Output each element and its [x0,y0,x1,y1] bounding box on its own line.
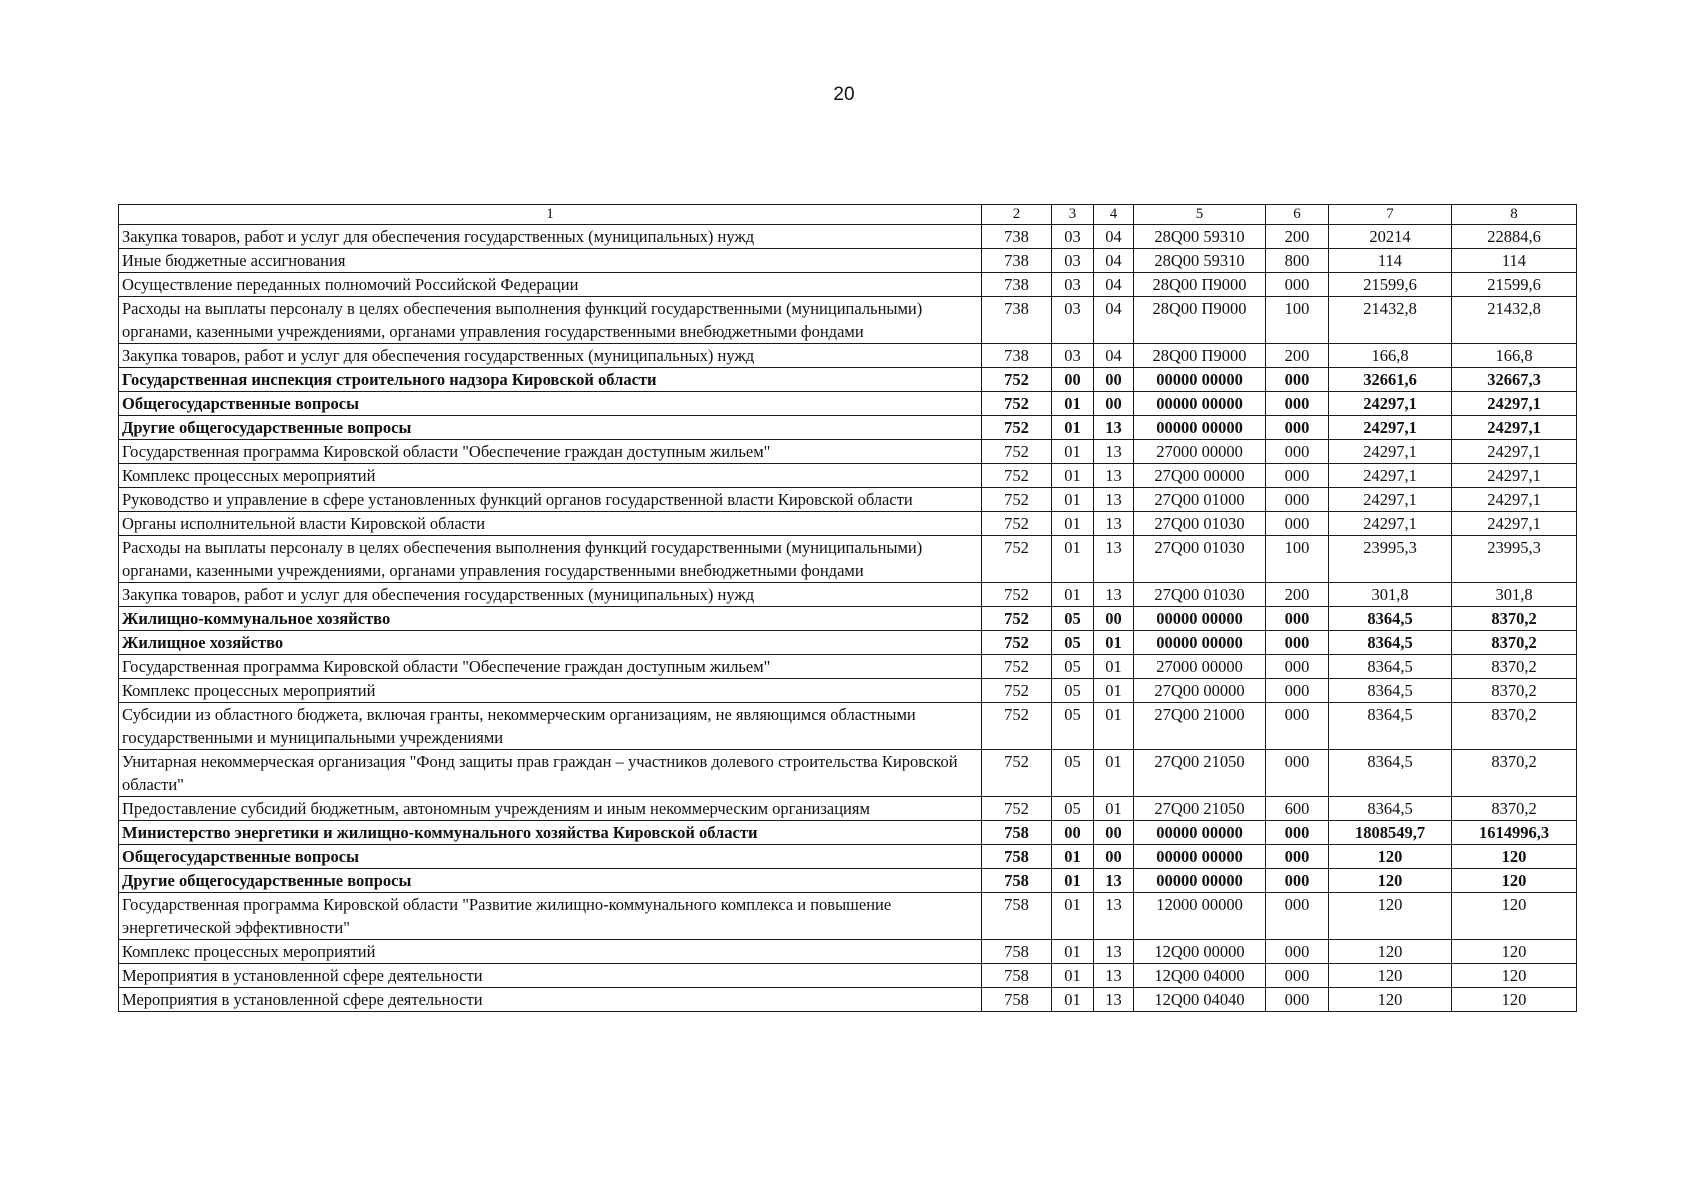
expense-type-cell: 200 [1266,344,1329,368]
admin-code-cell: 752 [982,512,1052,536]
section-code-cell: 01 [1052,416,1094,440]
budget-table [118,204,1577,1012]
target-article-cell: 00000 00000 [1134,845,1266,869]
table-row [119,464,1577,488]
table-row [119,392,1577,416]
section-code-cell: 01 [1052,536,1094,583]
admin-code-cell: 752 [982,368,1052,392]
table-row [119,536,1577,583]
section-code-cell: 01 [1052,583,1094,607]
table-row [119,440,1577,464]
amount-col8-cell: 120 [1452,869,1577,893]
amount-col7-cell: 8364,5 [1329,703,1452,750]
section-code-cell: 00 [1052,368,1094,392]
target-article-cell: 27Q00 01030 [1134,536,1266,583]
section-code-cell: 01 [1052,869,1094,893]
amount-col7-cell: 24297,1 [1329,416,1452,440]
amount-col8-cell: 8370,2 [1452,703,1577,750]
admin-code-cell: 752 [982,488,1052,512]
section-code-cell: 01 [1052,940,1094,964]
table-row [119,368,1577,392]
admin-code-cell: 752 [982,583,1052,607]
subsection-code-cell: 13 [1094,440,1134,464]
amount-col8-cell: 120 [1452,893,1577,940]
row-name-cell: Государственная программа Кировской области "Обеспечение граждан доступным жильем" [119,655,982,679]
subsection-code-cell: 01 [1094,703,1134,750]
row-name-cell: Осуществление переданных полномочий Российской Федерации [119,273,982,297]
admin-code-cell: 738 [982,273,1052,297]
section-code-cell: 01 [1052,893,1094,940]
section-code-cell: 01 [1052,464,1094,488]
target-article-cell: 00000 00000 [1134,631,1266,655]
subsection-code-cell: 13 [1094,536,1134,583]
table-row [119,750,1577,797]
amount-col7-cell: 1808549,7 [1329,821,1452,845]
target-article-cell: 27Q00 01030 [1134,512,1266,536]
amount-col8-cell: 114 [1452,249,1577,273]
amount-col8-cell: 32667,3 [1452,368,1577,392]
target-article-cell: 27000 00000 [1134,440,1266,464]
admin-code-cell: 752 [982,655,1052,679]
header-row [119,205,1577,225]
table-row [119,703,1577,750]
amount-col7-cell: 24297,1 [1329,512,1452,536]
row-name-cell: Комплекс процессных мероприятий [119,464,982,488]
amount-col8-cell: 8370,2 [1452,797,1577,821]
amount-col7-cell: 21432,8 [1329,297,1452,344]
table-row [119,940,1577,964]
amount-col8-cell: 21432,8 [1452,297,1577,344]
row-name-cell: Расходы на выплаты персоналу в целях обеспечения выполнения функций государственными (муниципальными) органами, казенными учреждениями, органами управления государственными внебюджетными фондами [119,536,982,583]
section-code-cell: 03 [1052,225,1094,249]
expense-type-cell: 800 [1266,249,1329,273]
subsection-code-cell: 04 [1094,297,1134,344]
table-row [119,416,1577,440]
expense-type-cell: 000 [1266,964,1329,988]
table-row [119,631,1577,655]
expense-type-cell: 200 [1266,583,1329,607]
row-name-cell: Министерство энергетики и жилищно-коммунального хозяйства Кировской области [119,821,982,845]
row-name-cell: Унитарная некоммерческая организация "Фонд защиты прав граждан – участников долевого строительства Кировской области" [119,750,982,797]
section-code-cell: 03 [1052,273,1094,297]
subsection-code-cell: 00 [1094,392,1134,416]
row-name-cell: Иные бюджетные ассигнования [119,249,982,273]
expense-type-cell: 000 [1266,655,1329,679]
subsection-code-cell: 00 [1094,607,1134,631]
section-code-cell: 05 [1052,607,1094,631]
amount-col7-cell: 24297,1 [1329,392,1452,416]
subsection-code-cell: 01 [1094,655,1134,679]
table-row [119,893,1577,940]
target-article-cell: 28Q00 59310 [1134,225,1266,249]
amount-col7-cell: 8364,5 [1329,750,1452,797]
section-code-cell: 01 [1052,488,1094,512]
row-name-cell: Другие общегосударственные вопросы [119,416,982,440]
amount-col8-cell: 24297,1 [1452,488,1577,512]
amount-col7-cell: 24297,1 [1329,464,1452,488]
table-row [119,297,1577,344]
amount-col8-cell: 8370,2 [1452,631,1577,655]
admin-code-cell: 758 [982,869,1052,893]
row-name-cell: Комплекс процессных мероприятий [119,940,982,964]
amount-col7-cell: 120 [1329,893,1452,940]
admin-code-cell: 752 [982,440,1052,464]
amount-col7-cell: 166,8 [1329,344,1452,368]
row-name-cell: Закупка товаров, работ и услуг для обеспечения государственных (муниципальных) нужд [119,344,982,368]
subsection-code-cell: 00 [1094,368,1134,392]
expense-type-cell: 000 [1266,392,1329,416]
expense-type-cell: 000 [1266,512,1329,536]
section-code-cell: 03 [1052,344,1094,368]
subsection-code-cell: 13 [1094,940,1134,964]
target-article-cell: 27Q00 21050 [1134,750,1266,797]
expense-type-cell: 000 [1266,940,1329,964]
section-code-cell: 01 [1052,512,1094,536]
admin-code-cell: 752 [982,679,1052,703]
header-col-6: 6 [1266,205,1329,225]
header-col-1: 1 [119,205,982,225]
amount-col8-cell: 8370,2 [1452,607,1577,631]
table-row [119,225,1577,249]
table-row [119,821,1577,845]
amount-col7-cell: 120 [1329,964,1452,988]
amount-col8-cell: 24297,1 [1452,464,1577,488]
target-article-cell: 12Q00 00000 [1134,940,1266,964]
table-row [119,273,1577,297]
row-name-cell: Другие общегосударственные вопросы [119,869,982,893]
row-name-cell: Государственная программа Кировской области "Развитие жилищно-коммунального комплекса и повышение энергетической эффективности" [119,893,982,940]
header-col-5: 5 [1134,205,1266,225]
target-article-cell: 00000 00000 [1134,392,1266,416]
target-article-cell: 27000 00000 [1134,655,1266,679]
amount-col8-cell: 8370,2 [1452,750,1577,797]
amount-col7-cell: 24297,1 [1329,440,1452,464]
section-code-cell: 00 [1052,821,1094,845]
amount-col7-cell: 120 [1329,845,1452,869]
amount-col8-cell: 22884,6 [1452,225,1577,249]
subsection-code-cell: 13 [1094,464,1134,488]
section-code-cell: 01 [1052,392,1094,416]
expense-type-cell: 100 [1266,536,1329,583]
table-row [119,249,1577,273]
expense-type-cell: 000 [1266,464,1329,488]
row-name-cell: Органы исполнительной власти Кировской области [119,512,982,536]
admin-code-cell: 758 [982,940,1052,964]
target-article-cell: 00000 00000 [1134,821,1266,845]
row-name-cell: Государственная инспекция строительного надзора Кировской области [119,368,982,392]
target-article-cell: 27Q00 21050 [1134,797,1266,821]
subsection-code-cell: 13 [1094,583,1134,607]
section-code-cell: 05 [1052,631,1094,655]
row-name-cell: Государственная программа Кировской области "Обеспечение граждан доступным жильем" [119,440,982,464]
subsection-code-cell: 13 [1094,988,1134,1012]
expense-type-cell: 000 [1266,869,1329,893]
row-name-cell: Жилищно-коммунальное хозяйство [119,607,982,631]
admin-code-cell: 738 [982,249,1052,273]
expense-type-cell: 000 [1266,273,1329,297]
row-name-cell: Мероприятия в установленной сфере деятельности [119,964,982,988]
amount-col8-cell: 120 [1452,845,1577,869]
section-code-cell: 05 [1052,797,1094,821]
amount-col8-cell: 24297,1 [1452,416,1577,440]
target-article-cell: 00000 00000 [1134,416,1266,440]
expense-type-cell: 000 [1266,845,1329,869]
subsection-code-cell: 13 [1094,416,1134,440]
header-col-8: 8 [1452,205,1577,225]
row-name-cell: Закупка товаров, работ и услуг для обеспечения государственных (муниципальных) нужд [119,583,982,607]
target-article-cell: 12000 00000 [1134,893,1266,940]
amount-col7-cell: 8364,5 [1329,655,1452,679]
target-article-cell: 12Q00 04040 [1134,988,1266,1012]
table-body [119,225,1577,1012]
admin-code-cell: 758 [982,964,1052,988]
amount-col8-cell: 24297,1 [1452,440,1577,464]
row-name-cell: Руководство и управление в сфере установленных функций органов государственной власти Кировской области [119,488,982,512]
subsection-code-cell: 01 [1094,750,1134,797]
admin-code-cell: 752 [982,703,1052,750]
amount-col8-cell: 120 [1452,940,1577,964]
target-article-cell: 28Q00 59310 [1134,249,1266,273]
table-row [119,988,1577,1012]
header-col-3: 3 [1052,205,1094,225]
amount-col8-cell: 301,8 [1452,583,1577,607]
amount-col7-cell: 301,8 [1329,583,1452,607]
amount-col7-cell: 24297,1 [1329,488,1452,512]
admin-code-cell: 752 [982,607,1052,631]
row-name-cell: Расходы на выплаты персоналу в целях обеспечения выполнения функций государственными (муниципальными) органами, казенными учреждениями, органами управления государственными внебюджетными фондами [119,297,982,344]
table-row [119,964,1577,988]
admin-code-cell: 752 [982,750,1052,797]
target-article-cell: 27Q00 00000 [1134,679,1266,703]
target-article-cell: 27Q00 21000 [1134,703,1266,750]
section-code-cell: 05 [1052,703,1094,750]
amount-col8-cell: 24297,1 [1452,392,1577,416]
page-number: 20 [833,84,855,105]
subsection-code-cell: 01 [1094,679,1134,703]
expense-type-cell: 000 [1266,631,1329,655]
expense-type-cell: 000 [1266,368,1329,392]
amount-col7-cell: 114 [1329,249,1452,273]
amount-col8-cell: 23995,3 [1452,536,1577,583]
row-name-cell: Предоставление субсидий бюджетным, автономным учреждениям и иным некоммерческим организациям [119,797,982,821]
table-row [119,869,1577,893]
amount-col7-cell: 8364,5 [1329,607,1452,631]
header-col-2: 2 [982,205,1052,225]
expense-type-cell: 000 [1266,750,1329,797]
admin-code-cell: 738 [982,344,1052,368]
subsection-code-cell: 13 [1094,964,1134,988]
admin-code-cell: 752 [982,416,1052,440]
admin-code-cell: 752 [982,631,1052,655]
expense-type-cell: 000 [1266,440,1329,464]
expense-type-cell: 000 [1266,703,1329,750]
amount-col8-cell: 1614996,3 [1452,821,1577,845]
expense-type-cell: 000 [1266,988,1329,1012]
table-row [119,607,1577,631]
amount-col8-cell: 166,8 [1452,344,1577,368]
admin-code-cell: 752 [982,464,1052,488]
table-row [119,344,1577,368]
row-name-cell: Жилищное хозяйство [119,631,982,655]
target-article-cell: 12Q00 04000 [1134,964,1266,988]
expense-type-cell: 200 [1266,225,1329,249]
admin-code-cell: 752 [982,536,1052,583]
admin-code-cell: 758 [982,988,1052,1012]
amount-col8-cell: 24297,1 [1452,512,1577,536]
admin-code-cell: 758 [982,845,1052,869]
subsection-code-cell: 13 [1094,512,1134,536]
amount-col7-cell: 8364,5 [1329,797,1452,821]
amount-col7-cell: 120 [1329,940,1452,964]
subsection-code-cell: 00 [1094,821,1134,845]
section-code-cell: 05 [1052,679,1094,703]
table-row [119,679,1577,703]
table-row [119,488,1577,512]
amount-col7-cell: 23995,3 [1329,536,1452,583]
subsection-code-cell: 13 [1094,869,1134,893]
amount-col8-cell: 8370,2 [1452,655,1577,679]
amount-col7-cell: 8364,5 [1329,679,1452,703]
expense-type-cell: 000 [1266,821,1329,845]
admin-code-cell: 738 [982,297,1052,344]
section-code-cell: 03 [1052,249,1094,273]
amount-col8-cell: 120 [1452,964,1577,988]
section-code-cell: 05 [1052,750,1094,797]
table-row [119,512,1577,536]
header-col-4: 4 [1094,205,1134,225]
amount-col8-cell: 21599,6 [1452,273,1577,297]
admin-code-cell: 738 [982,225,1052,249]
target-article-cell: 28Q00 П9000 [1134,297,1266,344]
row-name-cell: Комплекс процессных мероприятий [119,679,982,703]
admin-code-cell: 752 [982,392,1052,416]
expense-type-cell: 100 [1266,297,1329,344]
section-code-cell: 01 [1052,964,1094,988]
target-article-cell: 00000 00000 [1134,368,1266,392]
target-article-cell: 00000 00000 [1134,607,1266,631]
row-name-cell: Общегосударственные вопросы [119,392,982,416]
amount-col7-cell: 8364,5 [1329,631,1452,655]
expense-type-cell: 000 [1266,893,1329,940]
subsection-code-cell: 01 [1094,631,1134,655]
amount-col7-cell: 20214 [1329,225,1452,249]
section-code-cell: 01 [1052,988,1094,1012]
table-row [119,845,1577,869]
row-name-cell: Субсидии из областного бюджета, включая гранты, некоммерческим организациям, не являющимся областными государственными и муниципальными учреждениями [119,703,982,750]
table-header [119,205,1577,225]
section-code-cell: 01 [1052,845,1094,869]
row-name-cell: Мероприятия в установленной сфере деятельности [119,988,982,1012]
target-article-cell: 28Q00 П9000 [1134,344,1266,368]
target-article-cell: 27Q00 01000 [1134,488,1266,512]
admin-code-cell: 758 [982,821,1052,845]
amount-col7-cell: 21599,6 [1329,273,1452,297]
target-article-cell: 28Q00 П9000 [1134,273,1266,297]
section-code-cell: 03 [1052,297,1094,344]
amount-col7-cell: 120 [1329,869,1452,893]
amount-col8-cell: 120 [1452,988,1577,1012]
header-col-7: 7 [1329,205,1452,225]
subsection-code-cell: 13 [1094,488,1134,512]
amount-col7-cell: 32661,6 [1329,368,1452,392]
section-code-cell: 05 [1052,655,1094,679]
admin-code-cell: 758 [982,893,1052,940]
expense-type-cell: 000 [1266,679,1329,703]
subsection-code-cell: 01 [1094,797,1134,821]
expense-type-cell: 000 [1266,488,1329,512]
subsection-code-cell: 04 [1094,273,1134,297]
table-row [119,655,1577,679]
target-article-cell: 27Q00 01030 [1134,583,1266,607]
row-name-cell: Общегосударственные вопросы [119,845,982,869]
subsection-code-cell: 04 [1094,344,1134,368]
target-article-cell: 27Q00 00000 [1134,464,1266,488]
expense-type-cell: 000 [1266,607,1329,631]
section-code-cell: 01 [1052,440,1094,464]
expense-type-cell: 600 [1266,797,1329,821]
amount-col7-cell: 120 [1329,988,1452,1012]
amount-col8-cell: 8370,2 [1452,679,1577,703]
subsection-code-cell: 00 [1094,845,1134,869]
row-name-cell: Закупка товаров, работ и услуг для обеспечения государственных (муниципальных) нужд [119,225,982,249]
subsection-code-cell: 04 [1094,225,1134,249]
table-row [119,583,1577,607]
subsection-code-cell: 13 [1094,893,1134,940]
admin-code-cell: 752 [982,797,1052,821]
target-article-cell: 00000 00000 [1134,869,1266,893]
table-row [119,797,1577,821]
subsection-code-cell: 04 [1094,249,1134,273]
expense-type-cell: 000 [1266,416,1329,440]
